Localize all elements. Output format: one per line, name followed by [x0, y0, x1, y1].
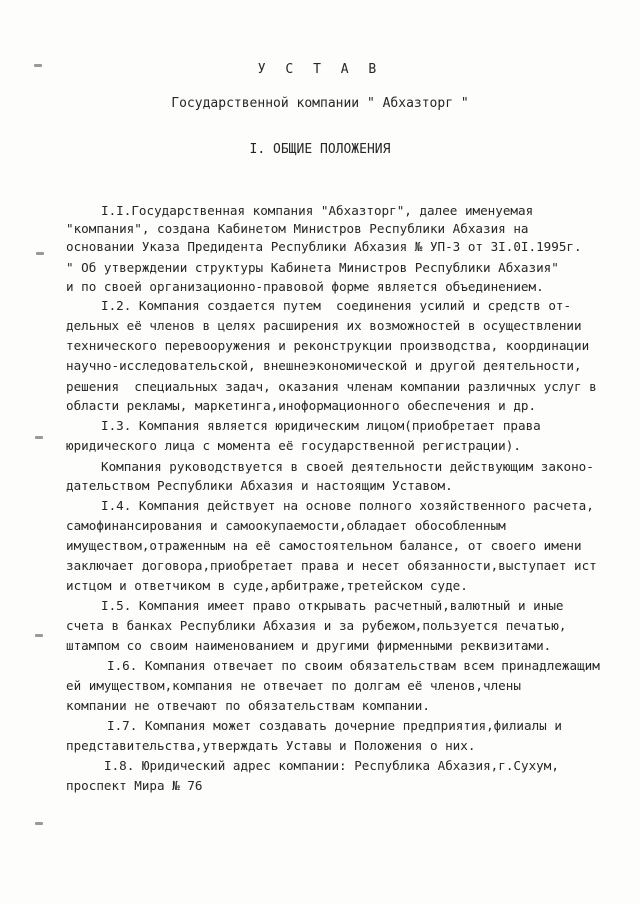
scan-mark	[35, 822, 43, 825]
body-line: I.7. Компания может создавать дочерние предприятия,филиалы и	[107, 718, 562, 733]
body-line: I.I.Государственная компания "Абхазторг", далее именуемая	[101, 203, 534, 218]
body-line: " Об утверждении структуры Кабинета Министров Республики Абхазия"	[66, 260, 559, 275]
body-line: I.8. Юридический адрес компании: Республика Абхазия,г.Сухум,	[104, 758, 559, 773]
body-line: ей имуществом,компания не отвечает по долгам её членов,члены	[66, 678, 521, 693]
body-line: Компания руководствуется в своей деятельности действующим законо-	[101, 459, 594, 474]
scan-mark	[35, 436, 43, 439]
scan-mark	[35, 634, 43, 637]
body-line: самофинансирования и самоокупаемости,обладает обособленным	[66, 518, 506, 533]
body-line: дательством Республики Абхазия и настоящим Уставом.	[66, 478, 453, 493]
document-subtitle: Государственной компании " Абхазторг "	[171, 96, 469, 111]
body-line: I.2. Компания создается путем соединения усилий и средств от-	[101, 298, 572, 313]
body-line: основании Указа Предидента Республики Абхазия № УП-3 от 3I.0I.1995г.	[66, 239, 582, 254]
body-line: дельных её членов в целях расширения их возможностей в осуществлении	[66, 318, 582, 333]
document-title: У С Т А В	[257, 62, 383, 77]
body-line: области рекламы, маркетинга,иноформационного обеспечения и др.	[66, 398, 537, 413]
body-line: I.4. Компания действует на основе полного хозяйственного расчета,	[101, 498, 594, 513]
body-line: представительства,утверждать Уставы и Положения о них.	[66, 738, 476, 753]
body-line: I.6. Компания отвечает по своим обязательствам всем принадлежащим	[107, 658, 600, 673]
body-line: и по своей организационно-правовой форме является объединением.	[66, 279, 544, 294]
body-line: истцом и ответчиком в суде,арбитраже,третейском суде.	[66, 578, 468, 593]
body-line: имуществом,отраженным на её самостоятельном балансе, от своего имени	[66, 538, 582, 553]
body-line: научно-исследовательской, внешнеэкономической и другой деятельности,	[66, 358, 582, 373]
body-line: решения специальных задач, оказания членам компании различных услуг в	[66, 379, 597, 394]
body-line: I.5. Компания имеет право открывать расчетный,валютный и иные	[101, 598, 564, 613]
scan-mark	[36, 252, 44, 255]
body-line: штампом со своим наименованием и другими фирменными реквизитами.	[66, 638, 552, 653]
body-line: проспект Мира № 76	[66, 778, 203, 793]
body-line: I.3. Компания является юридическим лицом(приобретает права	[101, 418, 541, 433]
body-line: "компания", создана Кабинетом Министров Республики Абхазия на	[66, 221, 529, 236]
body-line: юридического лица с момента её государственной регистрации).	[66, 438, 521, 453]
body-line: заключает договора,приобретает права и несет обязанности,выступает ист	[66, 558, 597, 573]
scan-mark	[34, 64, 42, 67]
body-line: компании не отвечают по обязательствам компании.	[66, 698, 430, 713]
body-line: технического перевооружения и реконструкции производства, координации	[66, 338, 590, 353]
section-heading: I. ОБЩИЕ ПОЛОЖЕНИЯ	[249, 142, 391, 157]
body-line: счета в банках Республики Абхазия и за рубежом,пользуется печатью,	[66, 618, 567, 633]
